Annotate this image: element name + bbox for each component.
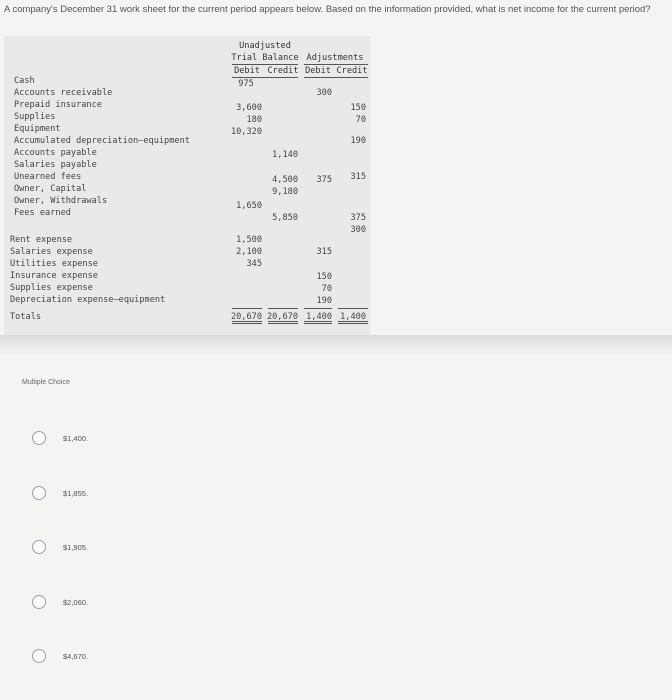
amount-adj-credit: 190 <box>350 136 366 146</box>
option-label: $1,905. <box>63 542 89 552</box>
amount-tb-debit: 3,600 <box>236 103 262 113</box>
header-adjustments: Adjustments <box>306 53 364 63</box>
option-1[interactable] <box>32 429 88 447</box>
account-name: Salaries expense <box>10 247 93 257</box>
amount-tb-debit: 20,670 <box>230 312 262 322</box>
account-name: Totals <box>10 312 42 322</box>
radio-button[interactable] <box>32 431 46 445</box>
account-name: Insurance expense <box>10 271 98 281</box>
amount-adj-debit: 300 <box>316 88 332 98</box>
account-name: Utilities expense <box>10 259 98 269</box>
amount-tb-debit: 345 <box>246 259 262 269</box>
account-name: Accounts receivable <box>14 88 113 98</box>
amount-tb-debit: 1,500 <box>236 235 262 245</box>
amount-adj-debit: 190 <box>316 296 332 306</box>
amount-tb-credit: 1,140 <box>272 150 298 160</box>
account-name: Cash <box>14 76 35 86</box>
amount-adj-debit: 1,400 <box>306 312 332 322</box>
account-name: Accumulated depreciation—equipment <box>14 136 190 146</box>
amount-tb-credit: 5,850 <box>272 213 298 223</box>
option-label: $1,855. <box>63 488 89 498</box>
header-trial-balance: Trial Balance <box>231 53 299 63</box>
account-name: Supplies <box>14 112 56 122</box>
account-name: Fees earned <box>14 208 71 218</box>
option-5[interactable] <box>32 647 88 665</box>
worksheet <box>4 36 370 336</box>
account-name: Owner, Capital <box>14 184 87 194</box>
option-3[interactable] <box>32 538 88 556</box>
amount-adj-debit: 150 <box>316 272 332 282</box>
amount-adj-debit: 315 <box>316 247 332 257</box>
account-name: Unearned fees <box>14 172 82 182</box>
radio-button[interactable] <box>32 649 46 663</box>
amount-adj-credit: 70 <box>355 115 366 125</box>
option-2[interactable] <box>32 484 88 502</box>
amount-tb-credit: 20,670 <box>266 312 298 322</box>
header-tb-debit: Debit <box>234 66 260 76</box>
multiple-choice-label: Multiple Choice <box>22 379 70 386</box>
account-name: Accounts payable <box>14 148 97 158</box>
amount-tb-debit: 1,650 <box>236 201 262 211</box>
account-name: Supplies expense <box>10 283 93 293</box>
amount-adj-debit: 70 <box>321 284 332 294</box>
amount-tb-credit: 4,500 <box>272 175 298 185</box>
amount-adj-credit: 300 <box>350 225 366 235</box>
amount-adj-credit: 150 <box>350 103 366 113</box>
account-name: Depreciation expense—equipment <box>10 295 166 305</box>
radio-button[interactable] <box>32 540 46 554</box>
top-value: 975 <box>238 79 254 89</box>
question-text: A company's December 31 work sheet for the current period appears below. Based on the information provided, what is net income for the current period? <box>4 4 651 15</box>
amount-tb-debit: 180 <box>246 115 262 125</box>
amount-adj-credit: 375 <box>350 213 366 223</box>
account-name: Salaries payable <box>14 160 97 170</box>
amount-tb-debit: 2,100 <box>236 247 262 257</box>
header-tb-credit: Credit <box>267 66 299 76</box>
option-label: $2,060. <box>63 597 89 607</box>
account-name: Rent expense <box>10 235 73 245</box>
option-label: $1,400. <box>63 433 89 443</box>
header-adj-debit: Debit <box>305 66 331 76</box>
amount-tb-credit: 9,180 <box>272 187 298 197</box>
amount-tb-debit: 10,320 <box>230 127 262 137</box>
option-4[interactable] <box>32 593 88 611</box>
account-name: Equipment <box>14 124 61 134</box>
header-adj-credit: Credit <box>336 66 368 76</box>
account-name: Owner, Withdrawals <box>14 196 108 206</box>
account-name: Prepaid insurance <box>14 100 102 110</box>
amount-adj-credit: 1,400 <box>340 312 366 322</box>
radio-button[interactable] <box>32 595 46 609</box>
radio-button[interactable] <box>32 486 46 500</box>
amount-adj-debit: 375 <box>316 175 332 185</box>
amount-adj-credit: 315 <box>350 172 366 182</box>
header-unadjusted: Unadjusted <box>239 41 291 51</box>
option-label: $4,670. <box>63 651 89 661</box>
